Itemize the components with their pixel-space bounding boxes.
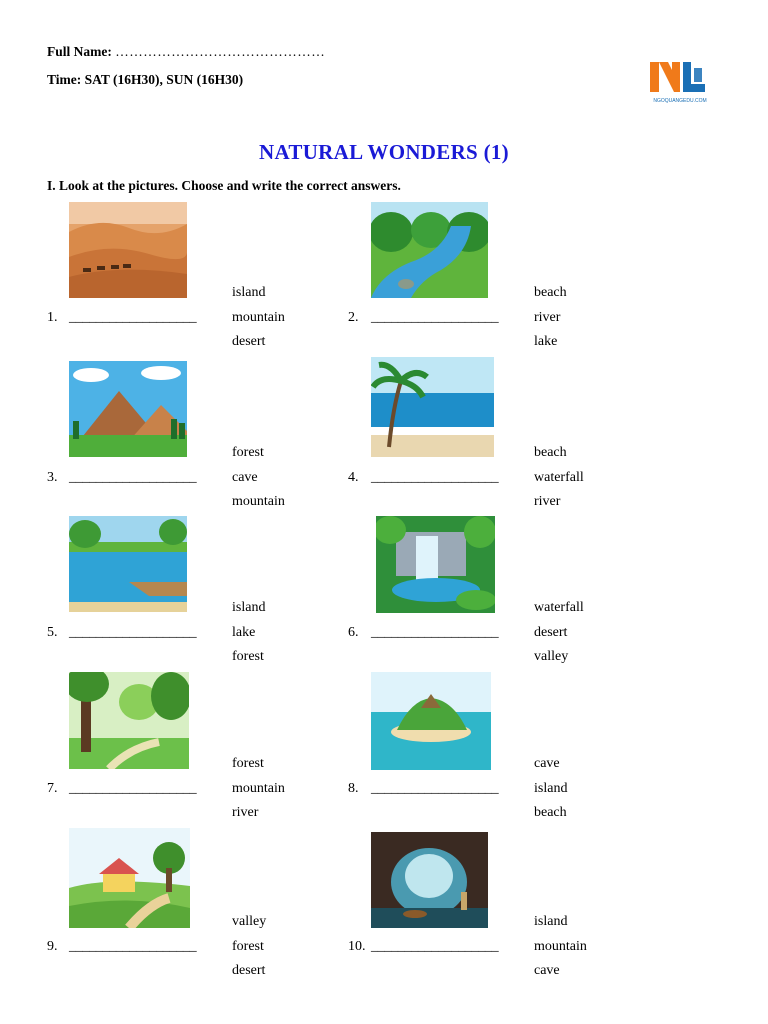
answer-blank[interactable]: ___________________ — [69, 309, 197, 325]
answer-option: forest — [232, 649, 264, 664]
answer-option: lake — [534, 334, 558, 349]
question-number: 4. — [348, 469, 359, 485]
question-number: 3. — [47, 469, 58, 485]
answer-blank[interactable]: ___________________ — [69, 469, 197, 485]
answer-option: waterfall — [534, 469, 584, 485]
answer-option: mountain — [232, 309, 285, 325]
logo-caption: NGOQUANGEDU.COM — [653, 98, 707, 104]
answer-blank[interactable]: ___________________ — [69, 938, 197, 954]
answer-option: valley — [534, 649, 569, 664]
river-image — [371, 202, 488, 298]
answer-option: river — [534, 309, 561, 325]
answer-option: river — [232, 805, 259, 820]
question-number: 8. — [348, 780, 359, 796]
question-number: 1. — [47, 309, 58, 325]
answer-option: lake — [232, 624, 256, 640]
question-number: 5. — [47, 624, 58, 640]
answer-option: forest — [232, 445, 264, 460]
answer-option: desert — [232, 963, 266, 978]
brand-logo — [650, 60, 710, 104]
answer-blank[interactable]: ___________________ — [69, 780, 197, 796]
full-name-label: Full Name: — [47, 44, 112, 59]
instruction-text: I. Look at the pictures. Choose and write the correct answers. — [47, 178, 401, 193]
full-name-dots: ……………………………………… — [115, 44, 326, 59]
answer-option: forest — [232, 756, 264, 771]
answer-option: cave — [232, 469, 258, 485]
answer-option: cave — [534, 963, 560, 978]
desert-image — [69, 202, 187, 298]
question-number: 6. — [348, 624, 359, 640]
answer-blank[interactable]: ___________________ — [371, 938, 499, 954]
waterfall-image — [376, 516, 495, 613]
answer-option: desert — [534, 624, 568, 640]
question-number: 2. — [348, 309, 359, 325]
lake-image — [69, 516, 187, 612]
answer-blank[interactable]: ___________________ — [371, 469, 499, 485]
answer-option: island — [534, 914, 568, 929]
answer-option: island — [534, 780, 568, 796]
answer-option: beach — [534, 285, 567, 300]
question-number: 9. — [47, 938, 58, 954]
valley-image — [69, 828, 190, 928]
answer-option: forest — [232, 938, 264, 954]
full-name-line — [47, 44, 325, 60]
question-number: 7. — [47, 780, 58, 796]
answer-option: beach — [534, 445, 567, 460]
answer-option: mountain — [534, 938, 587, 954]
page-title: NATURAL WONDERS (1) — [259, 140, 509, 164]
answer-option: waterfall — [534, 600, 584, 615]
answer-option: cave — [534, 756, 560, 771]
answer-option: island — [232, 285, 266, 300]
question-number: 10. — [348, 938, 366, 954]
answer-blank[interactable]: ___________________ — [69, 624, 197, 640]
answer-blank[interactable]: ___________________ — [371, 624, 499, 640]
answer-blank[interactable]: ___________________ — [371, 780, 499, 796]
island-image — [371, 672, 491, 770]
mountain-image — [69, 361, 187, 457]
forest-image — [69, 672, 189, 769]
answer-option: mountain — [232, 494, 285, 509]
answer-option: river — [534, 494, 561, 509]
cave-image — [371, 832, 488, 928]
beach-image — [371, 357, 494, 457]
answer-option: mountain — [232, 780, 285, 796]
time-line: Time: SAT (16H30), SUN (16H30) — [47, 72, 244, 87]
answer-option: desert — [232, 334, 266, 349]
answer-option: valley — [232, 914, 267, 929]
answer-option: beach — [534, 805, 567, 820]
answer-option: island — [232, 600, 266, 615]
answer-blank[interactable]: ___________________ — [371, 309, 499, 325]
